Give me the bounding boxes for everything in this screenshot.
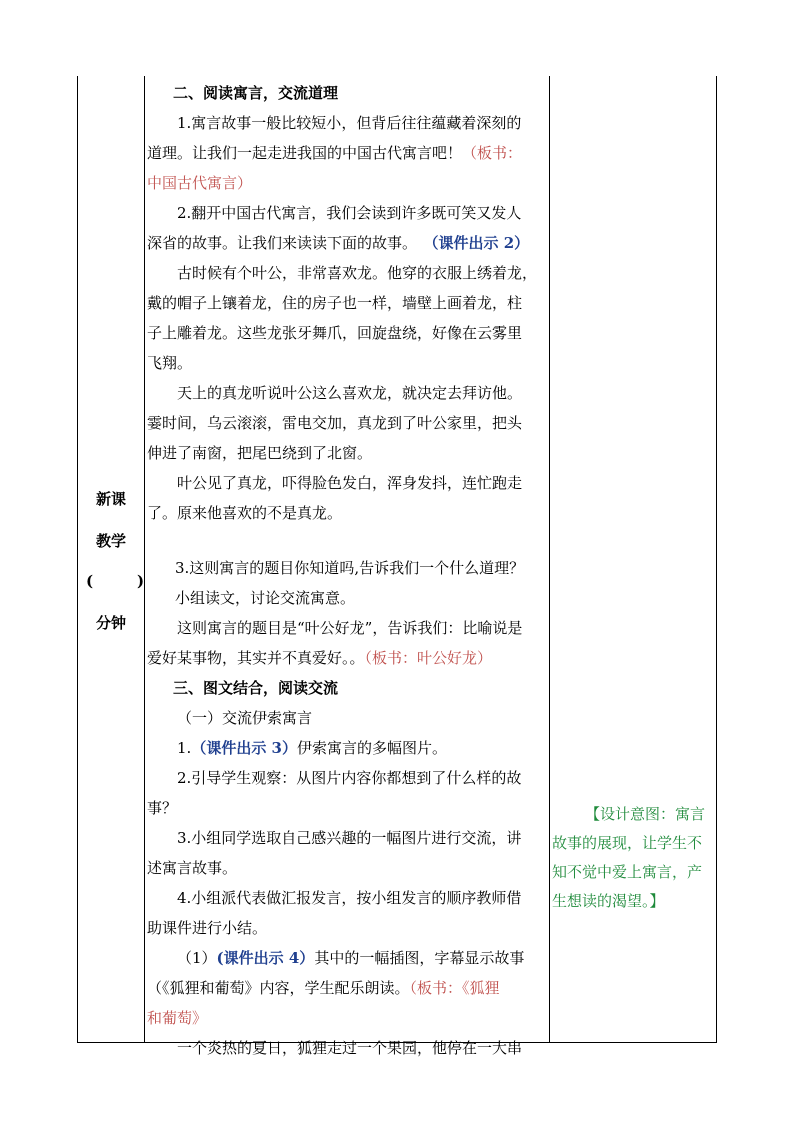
step-2-line-1: 2.引导学生观察：从图片内容你都想到了什么样的故 bbox=[177, 769, 522, 787]
step-1 bbox=[177, 733, 447, 763]
table-border-left bbox=[77, 76, 78, 1043]
para-2-text: 深省的故事。让我们来读读下面的故事。 bbox=[147, 234, 418, 252]
step-5-text-2: （《狐狸和葡萄》内容，学生配乐朗读。 bbox=[147, 979, 410, 997]
subheading-aesop: （一）交流伊索寓言 bbox=[177, 709, 313, 727]
story-1-line-1: 古时候有个叶公，非常喜欢龙。他穿的衣服上绣着龙， bbox=[177, 264, 538, 282]
para-1-text: 道理。让我们一起走进我国的中国古代寓言吧！ bbox=[147, 144, 463, 162]
step-1-number: 1. bbox=[177, 739, 192, 757]
courseware-note-2: （课件出示 2） bbox=[431, 234, 530, 252]
heading-section-2: 二、阅读寓言，交流道理 bbox=[173, 84, 339, 102]
board-note-2: （板书：叶公好龙） bbox=[364, 649, 493, 667]
section-label-line1: 新课 bbox=[95, 490, 126, 508]
meaning-line-1: 这则寓言的题目是“叶公好龙”，告诉我们：比喻说是 bbox=[177, 619, 523, 637]
design-intent-line-3: 知不觉中爱上寓言，产 bbox=[552, 863, 703, 881]
courseware-note-4: (课件出示 4） bbox=[216, 949, 315, 967]
table-divider-1 bbox=[144, 76, 145, 1043]
board-note-1: （板书： bbox=[462, 144, 523, 162]
step-5-text: 其中的一幅插图，字幕显示故事 bbox=[314, 949, 525, 967]
story-1-line-2: 戴的帽子上镶着龙，住的房子也一样，墙壁上画着龙，柱 bbox=[147, 294, 523, 312]
duration-paren-open: ( bbox=[86, 572, 94, 590]
step-4-line-1: 4.小组派代表做汇报发言，按小组发言的顺序教师借 bbox=[177, 889, 522, 907]
question-3-line-1: 3.这则寓言的题目你知道吗,告诉我们一个什么道理？ bbox=[175, 559, 525, 577]
para-1-line-1: 1.寓言故事一般比较短小，但背后往往蕴藏着深刻的 bbox=[177, 114, 522, 132]
step-3-line-1: 3.小组同学选取自己感兴趣的一幅图片进行交流，讲 bbox=[177, 829, 522, 847]
step-2-line-2: 事？ bbox=[147, 799, 178, 817]
meaning-line-2 bbox=[147, 643, 492, 673]
meaning-text: 爱好某事物，其实并不真爱好。。 bbox=[147, 649, 365, 667]
step-5-line-1 bbox=[177, 943, 524, 973]
courseware-note-3: （课件出示 3） bbox=[191, 739, 297, 757]
step-4-line-2: 助课件进行小结。 bbox=[147, 919, 268, 937]
para-2-line-1: 2.翻开中国古代寓言，我们会读到许多既可笑又发人 bbox=[177, 204, 522, 222]
story-2-line-2: 霎时间，乌云滚滚，雷电交加，真龙到了叶公家里，把头 bbox=[147, 414, 523, 432]
story-2-line-1: 天上的真龙听说叶公这么喜欢龙，就决定去拜访他。 bbox=[177, 384, 523, 402]
duration-paren-close: ) bbox=[137, 572, 145, 590]
para-2-line-2 bbox=[147, 228, 529, 258]
board-note-1-cont: 中国古代寓言） bbox=[147, 174, 253, 192]
design-intent-line-1: 【设计意图：寓言 bbox=[585, 805, 706, 823]
para-1-line-2 bbox=[147, 138, 522, 168]
step-5-line-2 bbox=[147, 973, 500, 1003]
section-label-minutes: 分钟 bbox=[95, 614, 126, 632]
story-3-line-2: 了。原来他喜欢的不是真龙。 bbox=[147, 504, 343, 522]
story-1-line-4: 飞翔。 bbox=[147, 354, 193, 372]
design-intent-line-2: 故事的展现，让学生不 bbox=[552, 834, 703, 852]
story-3-line-1: 叶公见了真龙，吓得脸色发白，浑身发抖，连忙跑走 bbox=[177, 474, 523, 492]
table-divider-2 bbox=[549, 76, 550, 1043]
step-5-number: （1） bbox=[177, 949, 217, 967]
design-intent-line-4: 生想读的渴望。】 bbox=[552, 892, 665, 910]
story-2-line-3: 伸进了南窗，把尾巴绕到了北窗。 bbox=[147, 444, 373, 462]
design-intent-note bbox=[552, 800, 716, 916]
board-note-3: （板书：《狐狸 bbox=[409, 979, 500, 997]
fox-story-line-1: 一个炎热的夏日，狐狸走过一个果园，他停在一大串 bbox=[177, 1039, 523, 1057]
board-note-3-cont: 和葡萄》 bbox=[147, 1009, 208, 1027]
section-label-line2: 教学 bbox=[95, 532, 126, 550]
heading-section-3: 三、图文结合，阅读交流 bbox=[173, 679, 339, 697]
story-1-line-3: 子上雕着龙。这些龙张牙舞爪，回旋盘绕，好像在云雾里 bbox=[147, 324, 523, 342]
step-1-text: 伊索寓言的多幅图片。 bbox=[296, 739, 447, 757]
question-3-line-2: 小组读文，讨论交流寓意。 bbox=[175, 589, 356, 607]
table-border-right bbox=[716, 76, 717, 1043]
step-3-line-2: 述寓言故事。 bbox=[147, 859, 238, 877]
